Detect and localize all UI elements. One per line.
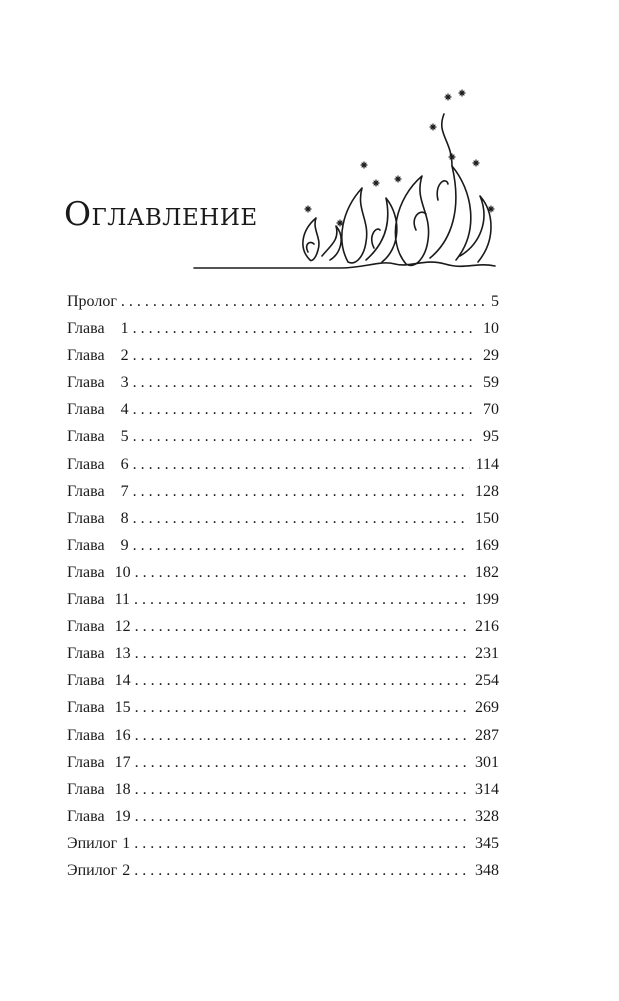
toc-entry-page-number: 182	[475, 563, 499, 581]
toc-entry-page-number: 301	[475, 753, 499, 771]
toc-entry	[67, 532, 499, 559]
dot-leader	[134, 830, 469, 857]
toc-entry-page-number: 114	[475, 455, 499, 473]
toc-entry-label	[67, 505, 129, 532]
toc-entry-number: 16	[114, 726, 131, 744]
toc-entry-label	[67, 423, 129, 450]
toc-entry	[67, 586, 499, 613]
toc-entry-label	[67, 369, 129, 396]
dot-leader	[134, 586, 469, 613]
toc-entry-number: 7	[120, 482, 129, 500]
toc-entry-word: Глава	[67, 455, 105, 473]
toc-entry-number: 1	[120, 320, 129, 338]
toc-entry-number: 9	[120, 536, 129, 554]
toc-entry-label	[67, 396, 129, 423]
dot-leader	[133, 505, 469, 532]
toc-entry-word: Глава	[67, 753, 105, 771]
toc-entry-label	[67, 803, 131, 830]
toc-entry-word: Глава	[67, 563, 105, 581]
toc-entry-label	[67, 315, 129, 342]
toc-entry-number: 2	[122, 861, 131, 879]
table-of-contents	[67, 288, 499, 884]
toc-entry-word: Глава	[67, 672, 105, 690]
toc-entry-label	[67, 722, 131, 749]
toc-entry-word: Глава	[67, 536, 105, 554]
toc-entry-word: Глава	[67, 509, 105, 527]
dot-leader	[135, 803, 469, 830]
page-title: Оглавление	[64, 194, 258, 233]
toc-entry-number: 6	[120, 455, 129, 473]
toc-entry	[67, 857, 499, 884]
dot-leader	[133, 315, 477, 342]
toc-entry-page-number: 287	[475, 726, 499, 744]
toc-entry-number: 18	[114, 780, 131, 798]
toc-entry-label	[67, 640, 131, 667]
dot-leader	[121, 288, 485, 315]
toc-entry-label	[67, 451, 129, 478]
toc-entry-number: 10	[114, 563, 131, 581]
dot-leader	[135, 640, 469, 667]
toc-entry-word: Глава	[67, 618, 105, 636]
dot-leader	[133, 451, 470, 478]
toc-entry	[67, 288, 499, 315]
toc-entry-word: Глава	[67, 807, 105, 825]
toc-entry	[67, 722, 499, 749]
toc-entry	[67, 478, 499, 505]
toc-entry-page-number: 5	[491, 293, 499, 310]
toc-entry-label	[67, 342, 129, 369]
toc-entry-label	[67, 694, 131, 721]
toc-entry-number: 14	[114, 672, 131, 690]
toc-entry	[67, 776, 499, 803]
toc-entry-number: 15	[114, 699, 131, 717]
dot-leader	[135, 694, 469, 721]
dot-leader	[133, 342, 477, 369]
toc-entry-page-number: 254	[475, 672, 499, 690]
toc-entry-label	[67, 749, 131, 776]
toc-entry-word: Глава	[67, 428, 105, 446]
toc-entry-word: Пролог	[67, 293, 117, 310]
toc-entry-number: 19	[114, 807, 131, 825]
toc-entry-label	[67, 776, 131, 803]
toc-entry	[67, 369, 499, 396]
toc-entry-label	[67, 559, 131, 586]
dot-leader	[135, 776, 469, 803]
toc-entry-word: Глава	[67, 699, 105, 717]
toc-entry-word: Глава	[67, 347, 105, 365]
toc-entry	[67, 451, 499, 478]
toc-entry-page-number: 59	[483, 374, 499, 392]
toc-entry-page-number: 314	[475, 780, 499, 798]
toc-entry-number: 2	[120, 347, 129, 365]
toc-entry	[67, 505, 499, 532]
toc-entry-word: Глава	[67, 374, 105, 392]
toc-entry-page-number: 29	[483, 347, 499, 365]
toc-entry-number: 5	[120, 428, 129, 446]
dot-leader	[133, 532, 469, 559]
toc-entry	[67, 342, 499, 369]
toc-entry-number: 4	[120, 401, 129, 419]
toc-entry-number: 8	[120, 509, 129, 527]
flames-icon	[190, 80, 520, 280]
toc-entry-number: 12	[114, 618, 131, 636]
toc-entry	[67, 694, 499, 721]
toc-entry-page-number: 70	[483, 401, 499, 419]
toc-entry	[67, 559, 499, 586]
toc-entry-number: 3	[120, 374, 129, 392]
toc-entry-page-number: 216	[475, 618, 499, 636]
toc-entry-label	[67, 478, 129, 505]
toc-entry-number: 13	[114, 645, 131, 663]
toc-entry-number: 1	[122, 834, 131, 852]
toc-entry-label	[67, 586, 130, 613]
dot-leader	[135, 559, 469, 586]
toc-entry-page-number: 348	[475, 861, 499, 879]
dot-leader	[135, 722, 469, 749]
toc-entry-page-number: 150	[475, 509, 499, 527]
toc-entry	[67, 830, 499, 857]
toc-entry-page-number: 199	[475, 591, 499, 609]
toc-entry-page-number: 345	[475, 834, 499, 852]
toc-entry-page-number: 269	[475, 699, 499, 717]
dot-leader	[135, 667, 469, 694]
toc-entry	[67, 423, 499, 450]
toc-entry	[67, 396, 499, 423]
toc-entry	[67, 749, 499, 776]
toc-entry-word: Глава	[67, 645, 105, 663]
toc-entry	[67, 640, 499, 667]
toc-entry-label	[67, 667, 131, 694]
toc-entry-number: 17	[114, 753, 131, 771]
toc-entry-word: Глава	[67, 780, 105, 798]
toc-entry	[67, 803, 499, 830]
dot-leader	[133, 369, 477, 396]
toc-entry-label	[67, 830, 130, 857]
toc-entry-word: Эпилог	[67, 834, 118, 852]
toc-entry	[67, 667, 499, 694]
toc-entry-page-number: 328	[475, 807, 499, 825]
toc-entry-page-number: 10	[483, 320, 499, 338]
toc-entry-word: Эпилог	[67, 861, 118, 879]
toc-entry-word: Глава	[67, 591, 105, 609]
toc-entry-label	[67, 288, 117, 315]
toc-entry-label	[67, 532, 129, 559]
dot-leader	[135, 613, 469, 640]
dot-leader	[133, 423, 477, 450]
toc-entry-page-number: 169	[475, 536, 499, 554]
toc-entry-word: Глава	[67, 482, 105, 500]
toc-entry	[67, 315, 499, 342]
toc-entry-page-number: 128	[475, 482, 499, 500]
toc-entry	[67, 613, 499, 640]
toc-entry-label	[67, 613, 131, 640]
toc-entry-number: 11	[114, 591, 130, 609]
toc-entry-label	[67, 857, 130, 884]
toc-entry-word: Глава	[67, 320, 105, 338]
dot-leader	[134, 857, 469, 884]
dot-leader	[135, 749, 469, 776]
toc-entry-page-number: 231	[475, 645, 499, 663]
toc-entry-page-number: 95	[483, 428, 499, 446]
dot-leader	[133, 396, 477, 423]
dot-leader	[133, 478, 469, 505]
toc-entry-word: Глава	[67, 726, 105, 744]
toc-entry-word: Глава	[67, 401, 105, 419]
